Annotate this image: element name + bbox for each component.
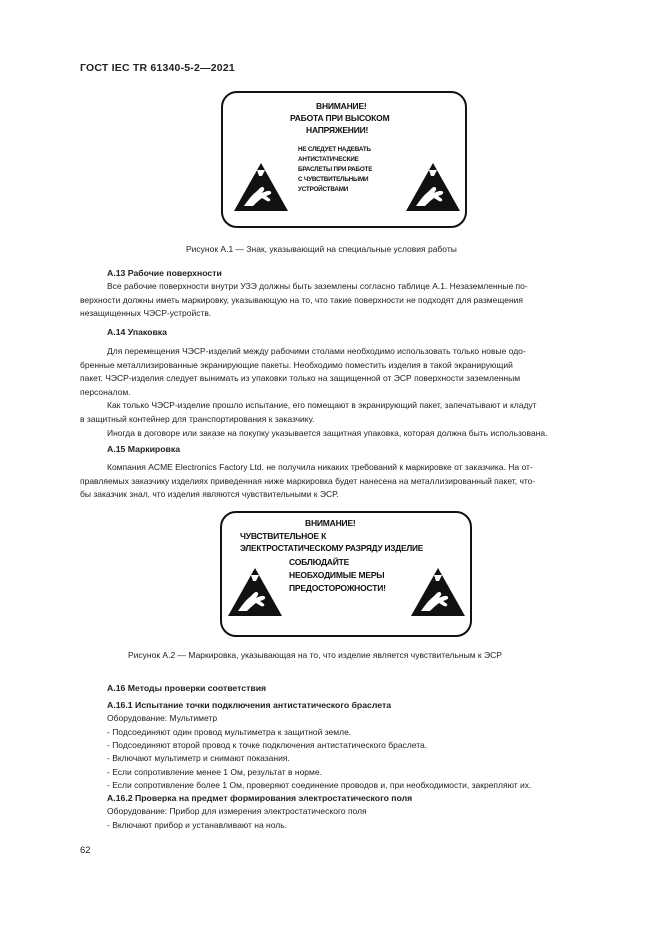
sign-subtext: АНТИСТАТИЧЕСКИЕ <box>298 156 359 163</box>
figure-caption: Рисунок А.2 — Маркировка, указывающая на то, что изделие является чувствительным к ЭСР <box>128 650 502 660</box>
text-line: Как только ЧЭСР-изделие прошло испытание, его помещают в экранирующий пакет, запечатывают и кладут <box>107 400 537 411</box>
subsection-heading: А.16.1 Испытание точки подключения антистатического браслета <box>107 700 392 710</box>
marking-line: СОБЛЮДАЙТЕ <box>289 557 350 567</box>
text-line: персоналом. <box>80 386 131 397</box>
paragraph <box>80 345 613 440</box>
list-item: - Включают мультиметр и снимают показания. <box>107 753 290 763</box>
text-line: верхности должны иметь маркировку, указывающую на то, что такие поверхности не подходят для размещения <box>80 294 524 305</box>
sign-subtext: БРАСЛЕТЫ ПРИ РАБОТЕ <box>298 166 373 173</box>
sign-line: РАБОТА ПРИ ВЫСОКОМ <box>290 113 390 123</box>
section-heading: А.13 Рабочие поверхности <box>107 268 222 278</box>
list-item: - Подсоединяют один провод мультиметра к защитной земле. <box>107 727 352 737</box>
paragraph <box>80 280 613 321</box>
esd-warning-icon <box>233 162 289 214</box>
marking-line: ЧУВСТВИТЕЛЬНОЕ К <box>240 531 327 541</box>
list-item: - Если сопротивление более 1 Ом, проверяют соединение проводов и, при необходимости, закрепляют их. <box>107 780 532 790</box>
marking-line: ПРЕДОСТОРОЖНОСТИ! <box>289 583 386 593</box>
list-item: - Подсоединяют второй провод к точке подключения антистатического браслета. <box>107 740 428 750</box>
document-header: ГОСТ IEC TR 61340-5-2—2021 <box>80 62 235 74</box>
equipment-line: Оборудование: Мультиметр <box>107 713 218 723</box>
section-heading: А.15 Маркировка <box>107 444 181 454</box>
sign-line: НАПРЯЖЕНИИ! <box>306 125 369 135</box>
sign-subtext: С ЧУВСТВИТЕЛЬНЫМИ <box>298 176 369 183</box>
esd-warning-icon <box>410 567 466 619</box>
text-line: Иногда в договоре или заказе на покупку указывается защитная упаковка, которая должна быть использована. <box>107 427 548 438</box>
figure-caption: Рисунок А.1 — Знак, указывающий на специальные условия работы <box>186 244 457 254</box>
esd-warning-icon <box>405 162 461 214</box>
sign-subtext: УСТРОЙСТВАМИ <box>298 186 349 193</box>
list-item: - Включают прибор и устанавливают на ноль. <box>107 820 288 830</box>
text-line: Все рабочие поверхности внутри УЗЭ должны быть заземлены согласно таблице А.1. Незаземленные по- <box>107 281 528 291</box>
esd-warning-icon <box>227 567 283 619</box>
marking-line: ЭЛЕКТРОСТАТИЧЕСКОМУ РАЗРЯДУ ИЗДЕЛИЕ <box>240 543 424 553</box>
list-item: - Если сопротивление менее 1 Ом, результат в норме. <box>107 767 322 777</box>
subsection-heading: А.16.2 Проверка на предмет формирования электростатического поля <box>107 793 413 803</box>
text-line: правляемых заказчику изделиях приведенная ниже маркировка будет нанесена на металлизированный пакет, что- <box>80 475 536 486</box>
section-heading: А.16 Методы проверки соответствия <box>107 683 267 693</box>
equipment-line: Оборудование: Прибор для измерения электростатического поля <box>107 806 367 816</box>
text-line: Компания ACME Electronics Factory Ltd. не получила никаких требований к маркировке от заказчика. На от- <box>107 462 533 472</box>
text-line: незащищенных ЧЭСР-устройств. <box>80 308 212 319</box>
section-heading: А.14 Упаковка <box>107 327 167 337</box>
marking-title: ВНИМАНИЕ! <box>305 518 356 528</box>
paragraph <box>80 461 613 502</box>
text-line: пакет. ЧЭСР-изделия следует вынимать из упаковки только на защищенной от ЭСР поверхности заземленным <box>80 373 521 384</box>
text-line: бренные металлизированные экранирующие пакеты. Необходимо поместить изделия в такой экранирующий <box>80 359 513 370</box>
text-line: в защитный контейнер для транспортирования к заказчику. <box>80 413 315 424</box>
sign-subtext: НЕ СЛЕДУЕТ НАДЕВАТЬ <box>298 146 371 153</box>
text-line: Для перемещения ЧЭСР-изделий между рабочими столами необходимо использовать только новые одо- <box>107 346 526 356</box>
sign-title: ВНИМАНИЕ! <box>316 101 367 111</box>
marking-line: НЕОБХОДИМЫЕ МЕРЫ <box>289 570 385 580</box>
text-line: бы заказчик знал, что изделия являются чувствительными к ЭСР. <box>80 489 339 500</box>
page-number: 62 <box>80 845 91 856</box>
